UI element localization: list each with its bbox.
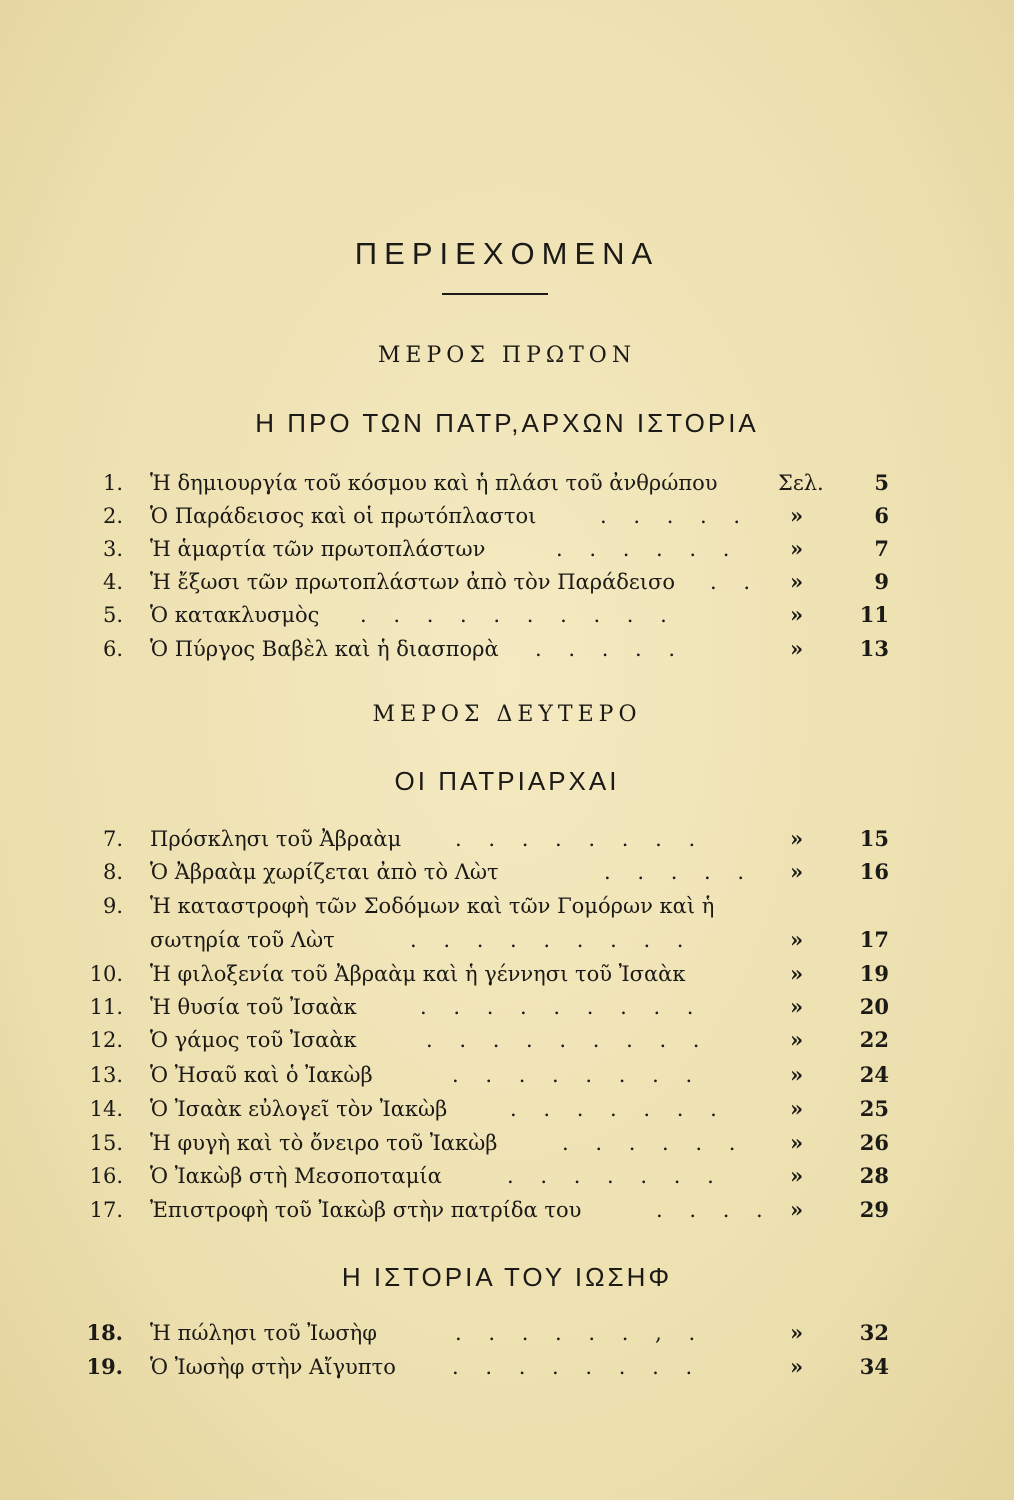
page-number: 17 <box>859 927 889 952</box>
page-title: ΠΕΡΙΕΧΟΜΕΝΑ <box>354 236 660 271</box>
toc-entry-9 <box>0 889 1014 923</box>
page-number: 5 <box>874 470 889 495</box>
page-number: 29 <box>859 1197 889 1222</box>
page-number: 11 <box>859 602 889 627</box>
ditto-mark: » <box>790 1197 804 1222</box>
toc-entry-1 <box>0 466 1014 500</box>
toc-entry-8 <box>0 855 1014 889</box>
ditto-mark: » <box>790 503 804 528</box>
toc-entry-2 <box>0 499 1014 533</box>
toc-entry-13 <box>0 1058 1014 1092</box>
entry-number: 4. <box>102 570 123 594</box>
part-three-section: Η ΙΣΤΟΡΙΑ ΤΟΥ ΙΩΣΗΦ <box>341 1262 673 1292</box>
ditto-mark: » <box>790 1062 804 1087</box>
entry-number: 1. <box>102 471 123 495</box>
page-number: 6 <box>874 503 889 528</box>
ditto-mark: » <box>790 569 804 594</box>
entry-title: Ὁ Ἰωσὴφ στὴν Αἴγυπτο <box>150 1355 396 1379</box>
entry-number: 2. <box>102 504 123 528</box>
entry-number: 12. <box>89 1028 123 1052</box>
entry-title: Ἡ ἔξωσι τῶν πρωτοπλάστων ἀπὸ τὸν Παράδεισο <box>150 570 675 594</box>
entry-title: Ὁ Παράδεισος καὶ οἱ πρωτόπλαστοι <box>150 504 537 528</box>
dot-leader: . . . . . <box>600 504 751 528</box>
ditto-mark: » <box>790 859 804 884</box>
entry-number: 13. <box>89 1063 123 1087</box>
page-number: 20 <box>859 994 889 1019</box>
entry-title: Ὁ κατακλυσμὸς <box>150 603 320 627</box>
ditto-mark: » <box>790 1354 804 1379</box>
ditto-mark: » <box>790 826 804 851</box>
dot-leader: . . <box>710 570 761 594</box>
ditto-mark: » <box>790 1027 804 1052</box>
entry-title: Ὁ Ἀβραὰμ χωρίζεται ἀπὸ τὸ Λὼτ <box>150 860 499 884</box>
entry-title: Ὁ Ἰσαὰκ εὐλογεῖ τὸν Ἰακὼβ <box>150 1097 448 1121</box>
entry-title: Ὁ γάμος τοῦ Ἰσαὰκ <box>150 1028 357 1052</box>
page-number: 26 <box>859 1130 889 1155</box>
ditto-mark: » <box>790 927 804 952</box>
toc-entry-7 <box>0 822 1014 856</box>
entry-title: Ἡ καταστροφὴ τῶν Σοδόμων καὶ τῶν Γομόρων καὶ ἡ <box>150 894 715 918</box>
entry-number: 17. <box>89 1198 123 1222</box>
ditto-mark: » <box>790 1320 804 1345</box>
dot-leader: . . . . . . . . . <box>410 928 694 952</box>
entry-number: 16. <box>89 1164 123 1188</box>
page-label: Σελ. <box>778 471 824 495</box>
entry-title: Ἡ πώλησι τοῦ Ἰωσὴφ <box>150 1321 377 1345</box>
ditto-mark: » <box>790 1163 804 1188</box>
dot-leader: . . . . . . . . <box>452 1355 703 1379</box>
page-number: 24 <box>859 1062 889 1087</box>
entry-title: Ἡ ἁμαρτία τῶν πρωτοπλάστων <box>150 537 486 561</box>
part-two-heading: ΜΕΡΟΣ ΔΕΥΤΕΡΟ <box>372 702 642 727</box>
ditto-mark: » <box>790 602 804 627</box>
toc-entry-17 <box>0 1193 1014 1227</box>
page-number: 9 <box>874 569 889 594</box>
title-rule <box>442 293 548 295</box>
toc-entry-9-continued <box>0 923 1014 957</box>
dot-leader: . . . . . . . <box>510 1097 727 1121</box>
entry-title: Πρόσκλησι τοῦ Ἀβραὰμ <box>150 827 402 851</box>
entry-title: Ἐπιστροφὴ τοῦ Ἰακὼβ στὴν πατρίδα του <box>150 1198 582 1222</box>
entry-title: Ὁ Πύργος Βαβὲλ καὶ ἡ διασπορὰ <box>150 637 499 661</box>
ditto-mark: » <box>790 536 804 561</box>
entry-title: Ἡ δημιουργία τοῦ κόσμου καὶ ἡ πλάσι τοῦ ἀνθρώπου <box>150 471 718 495</box>
toc-entry-4 <box>0 565 1014 599</box>
entry-number: 9. <box>102 894 123 918</box>
toc-entry-11 <box>0 990 1014 1024</box>
page-number: 16 <box>859 859 889 884</box>
entry-title: Ἡ φυγὴ καὶ τὸ ὄνειρο τοῦ Ἰακὼβ <box>150 1131 498 1155</box>
entry-number: 10. <box>89 962 123 986</box>
page-number: 13 <box>859 636 889 661</box>
entry-number: 7. <box>102 827 123 851</box>
toc-entry-18 <box>0 1316 1014 1350</box>
toc-entry-12 <box>0 1023 1014 1057</box>
entry-title: Ἡ φιλοξενία τοῦ Ἀβραὰμ καὶ ἡ γέννησι τοῦ Ἰσαὰκ <box>150 962 686 986</box>
toc-entry-15 <box>0 1126 1014 1160</box>
dot-leader: . . . . <box>656 1198 773 1222</box>
dot-leader: . . . . . . . . <box>452 1063 703 1087</box>
entry-number: 6. <box>102 637 123 661</box>
page-number: 15 <box>859 826 889 851</box>
dot-leader: . . . . . . . . <box>455 827 706 851</box>
dot-leader: . . . . . . , . <box>455 1321 706 1345</box>
dot-leader: . . . . . . . <box>507 1164 724 1188</box>
entry-number: 19. <box>86 1354 123 1379</box>
dot-leader: . . . . . . . . . <box>426 1028 710 1052</box>
toc-entry-10 <box>0 957 1014 991</box>
entry-title: Ὁ Ἠσαῦ καὶ ὁ Ἰακὼβ <box>150 1063 373 1087</box>
toc-entry-16 <box>0 1159 1014 1193</box>
dot-leader: . . . . . . . . . <box>420 995 704 1019</box>
part-one-heading: ΜΕΡΟΣ ΠΡΩΤΟΝ <box>377 343 637 368</box>
ditto-mark: » <box>790 994 804 1019</box>
entry-number: 14. <box>89 1097 123 1121</box>
dot-leader: . . . . . . <box>562 1131 746 1155</box>
dot-leader: . . . . . . . . . . <box>360 603 677 627</box>
page-number: 19 <box>859 961 889 986</box>
entry-title-continued: σωτηρία τοῦ Λὼτ <box>150 928 335 952</box>
entry-number: 15. <box>89 1131 123 1155</box>
ditto-mark: » <box>790 636 804 661</box>
entry-number: 8. <box>102 860 123 884</box>
toc-entry-6 <box>0 632 1014 666</box>
page-number: 32 <box>859 1320 889 1345</box>
dot-leader: . . . . . <box>604 860 755 884</box>
entry-title: Ὁ Ἰακὼβ στὴ Μεσοποταμία <box>150 1164 442 1188</box>
entry-number: 18. <box>86 1320 123 1345</box>
page-number: 22 <box>859 1027 889 1052</box>
toc-entry-3 <box>0 532 1014 566</box>
page-number: 34 <box>859 1354 889 1379</box>
part-one-section: Η ΠΡΟ ΤΩΝ ΠΑΤΡ,ΑΡΧΩΝ ΙΣΤΟΡΙΑ <box>255 408 759 438</box>
dot-leader: . . . . . . <box>556 537 740 561</box>
toc-entry-14 <box>0 1092 1014 1126</box>
toc-entry-19 <box>0 1350 1014 1384</box>
part-two-section: ΟΙ ΠΑΤΡΙΑΡΧΑΙ <box>394 766 620 796</box>
ditto-mark: » <box>790 961 804 986</box>
entry-number: 11. <box>89 995 123 1019</box>
page-number: 7 <box>874 536 889 561</box>
entry-title: Ἡ θυσία τοῦ Ἰσαὰκ <box>150 995 357 1019</box>
entry-number: 3. <box>102 537 123 561</box>
entry-number: 5. <box>102 603 123 627</box>
ditto-mark: » <box>790 1096 804 1121</box>
ditto-mark: » <box>790 1130 804 1155</box>
page-number: 25 <box>859 1096 889 1121</box>
dot-leader: . . . . . <box>535 637 686 661</box>
toc-entry-5 <box>0 598 1014 632</box>
page-number: 28 <box>859 1163 889 1188</box>
